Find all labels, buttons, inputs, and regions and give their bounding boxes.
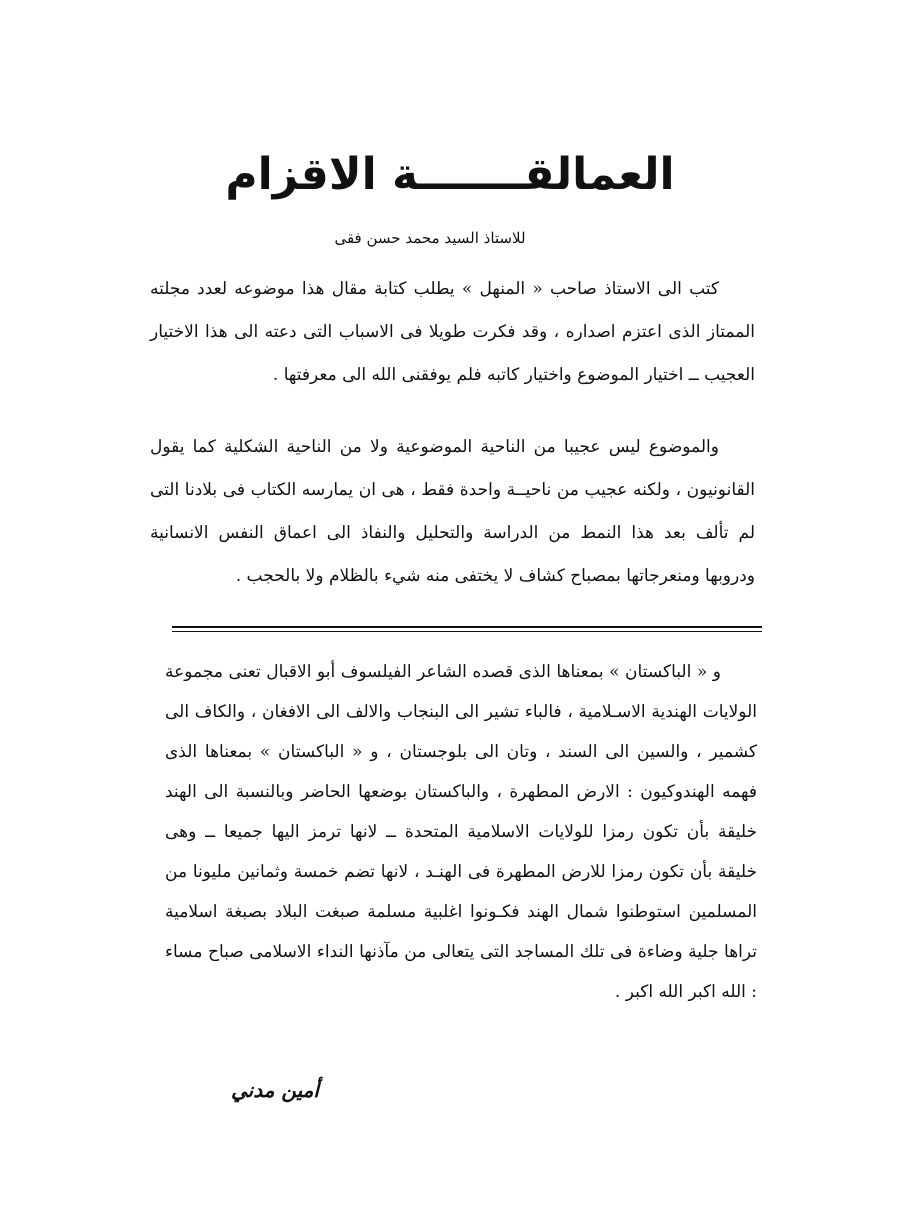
section-divider <box>172 626 762 632</box>
article-author: للاستاذ السيد محمد حسن فقى <box>334 229 526 247</box>
intro-paragraph-2 <box>150 426 755 598</box>
paragraph-text: والموضوع ليس عجيبا من الناحية الموضوعية ولا من الناحية الشكلية كما يقول القانونيون ، ولكنه عجيب من ناحيــة واحدة فقط ، هى ان يمارسه الكتاب فى بلادنا التى لم تألف بعد هذا النمط من الدراسة والتحليل والنفاذ الى اعماق النفس الانسانية ودروبها ومنعرجاتها بمصباح كشاف لا يختفى منه شيء بالظلام ولا بالحجب . <box>150 437 755 586</box>
paragraph-text: كتب الى الاستاذ صاحب « المنهل » يطلب كتابة مقال هذا موضوعه لعدد مجلته الممتاز الذى اعتزم اصداره ، وقد فكرت طويلا فى الاسباب التى دعته الى هذا الاختيار العجيب ــ اختيار الموضوع واختيار كاتبه فلم يوفقنى الله الى معرفتها . <box>150 279 755 385</box>
excerpt-paragraph <box>165 652 757 1012</box>
intro-paragraph-1 <box>150 268 755 397</box>
article-title: العمالقـــــــة الاقزام <box>225 149 675 200</box>
paragraph-text: و « الباكستان » بمعناها الذى قصده الشاعر الفيلسوف أبو الاقبال تعنى مجموعة الولايات الهندية الاسـلامية ، فالباء تشير الى البنجاب والالف الى الافغان ، والكاف الى كشمير ، والسين الى السند ، وتان الى بلوجستان ، و « الباكستان » بمعناها الذى فهمه الهندوكيون : الارض المطهرة ، والباكستان بوضعها الحاضر وبالنسبة الى الهند خليقة بأن تكون رمزا للولايات الاسلامية المتحدة ــ لانها ترمز اليها جميعا ــ وهى خليقة بأن تكون رمزا للارض المطهرة فى الهنـد ، لانها تضم خمسة وثمانين مليونا من المسلمين استوطنوا شمال الهند فكـونوا اغلبية مسلمة صبغت البلاد بصبغة اسلامية تراها جلية وضاءة فى تلك المساجد التى يتعالى من مآذنها النداء الاسلامى صباح مساء : الله اكبر الله اكبر . <box>165 662 757 1002</box>
handwritten-signature: أمين مدني <box>231 1078 319 1102</box>
